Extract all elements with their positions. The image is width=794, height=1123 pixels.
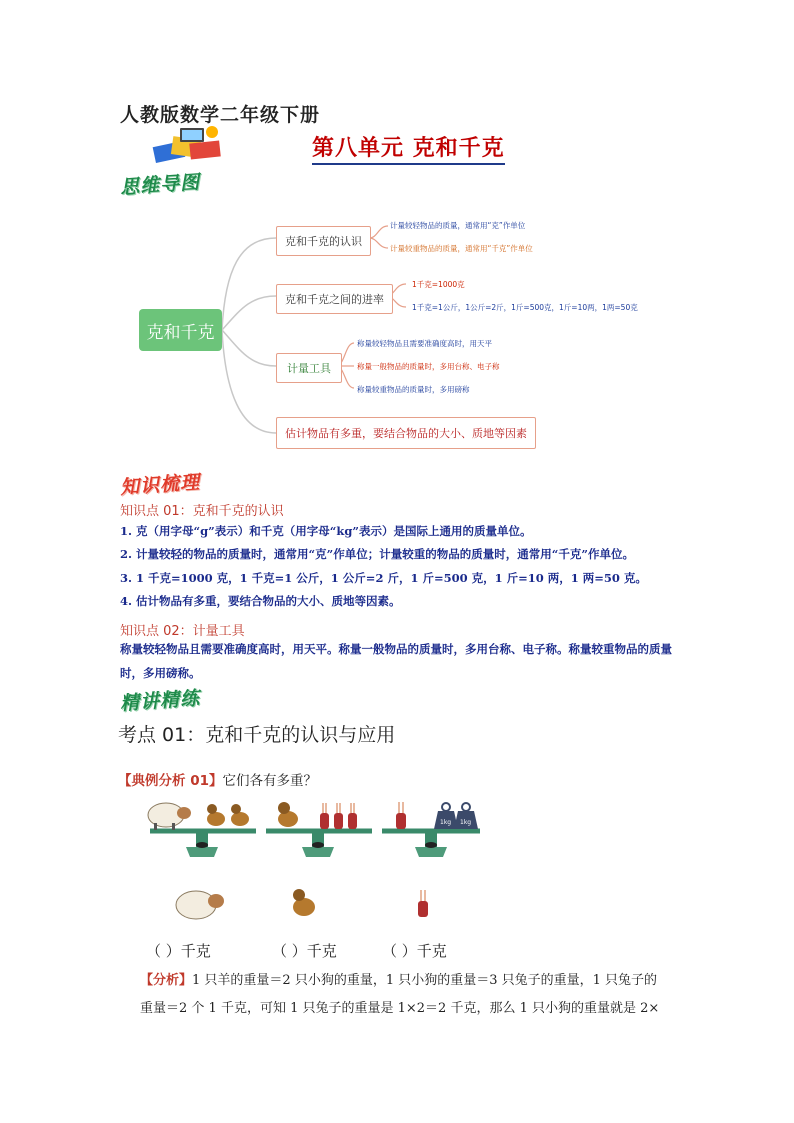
mindmap-branch-3: 计量工具: [276, 353, 342, 383]
answer-blank-2[interactable]: （ ）千克: [272, 942, 337, 960]
answer-blank-3[interactable]: （ ）千克: [382, 942, 447, 960]
mindmap-leaf: 称量一般物品的质量时，多用台称、电子称: [357, 362, 500, 371]
dog-icon: [207, 804, 249, 826]
balance-scale-icon: [266, 831, 372, 857]
book-title: 人教版数学二年级下册: [120, 104, 321, 126]
dog-icon: [278, 802, 298, 827]
kp1-item: 2. 计量较轻的物品的质量时，通常用“克”作单位；计量较重的物品的质量时，通常用“千克”作单位。: [120, 547, 634, 561]
unit-title: 第八单元 克和千克: [312, 131, 505, 165]
sheep-icon: [176, 891, 224, 919]
mindmap-branch-4: 估计物品有多重，要结合物品的大小、质地等因素: [276, 417, 536, 449]
example-tag: 【典例分析 01】: [118, 773, 223, 789]
mindmap-leaf: 称量较轻物品且需要准确度高时，用天平: [357, 339, 492, 348]
example-question: 它们各有多重？: [222, 773, 317, 789]
sheep-icon: [148, 803, 191, 830]
mindmap-leaf: 1千克=1公斤，1公斤=2斤，1斤=500克，1斤=10两，1两=50克: [412, 303, 638, 312]
analysis-line1: 1 只羊的重量＝2 只小狗的重量，1 只小狗的重量＝3 只兔子的重量，1 只兔子的: [192, 973, 658, 988]
mindmap-branch-1: 克和千克的认识: [276, 226, 371, 256]
kp1-title: 知识点 01：克和千克的认识: [120, 504, 284, 519]
example-heading: [118, 769, 317, 789]
mindmap-leaf: 1千克=1000克: [412, 280, 465, 289]
balance-scale-icon: [150, 831, 256, 857]
dog-icon: [293, 889, 315, 916]
kp1-item: 4. 估计物品有多重，要结合物品的大小、质地等因素。: [120, 594, 401, 608]
kp1-item: 1. 克（用字母“g”表示）和千克（用字母“kg”表示）是国际上通用的质量单位。: [120, 524, 532, 538]
kp2-text: 称量较轻物品且需要准确度高时，用天平。称量一般物品的质量时，多用台称、电子称。称量较重物品的质量时，多用磅称。: [120, 642, 672, 680]
rabbit-icon: [418, 890, 428, 917]
answer-blank-1[interactable]: （ ）千克: [146, 942, 211, 960]
analysis-text: [140, 967, 680, 1023]
kaodian-title: 考点 01：克和千克的认识与应用: [118, 724, 396, 746]
mindmap-leaf: 称量较重物品的质量时，多用磅称: [357, 385, 470, 394]
mindmap-leaf: 计量较重物品的质量，通常用“千克”作单位: [390, 244, 533, 253]
section-knowledge-heading: 知识梳理: [119, 471, 201, 499]
mindmap-leaf: 计量较轻物品的质量，通常用“克”作单位: [390, 221, 526, 230]
rabbit-icon: [396, 802, 406, 829]
section-mindmap-heading: 思维导图: [119, 171, 201, 199]
weight-icon: [434, 803, 478, 829]
weight-label: 1kg: [460, 819, 472, 826]
rabbit-icon: [320, 803, 357, 829]
mindmap-branch-2: 克和千克之间的进率: [276, 284, 393, 314]
balance-scale-icon: [382, 831, 480, 857]
mindmap-root: 克和千克: [139, 309, 222, 351]
section-practice-heading: 精讲精练: [119, 687, 201, 715]
analysis-line2: 重量＝2 个 1 千克，可知 1 只兔子的重量是 1×2＝2 千克，那么 1 只小狗的重量就是 2×: [140, 1001, 660, 1016]
kp2-title: 知识点 02：计量工具: [120, 624, 245, 639]
balance-illustration: [138, 795, 483, 935]
kp1-item: 3. 1 千克=1000 克，1 千克=1 公斤，1 公斤=2 斤，1 斤=500 克，1 斤=10 两，1 两=50 克。: [120, 571, 647, 585]
analysis-tag: 【分析】: [140, 973, 193, 988]
weight-label: 1kg: [440, 819, 452, 826]
